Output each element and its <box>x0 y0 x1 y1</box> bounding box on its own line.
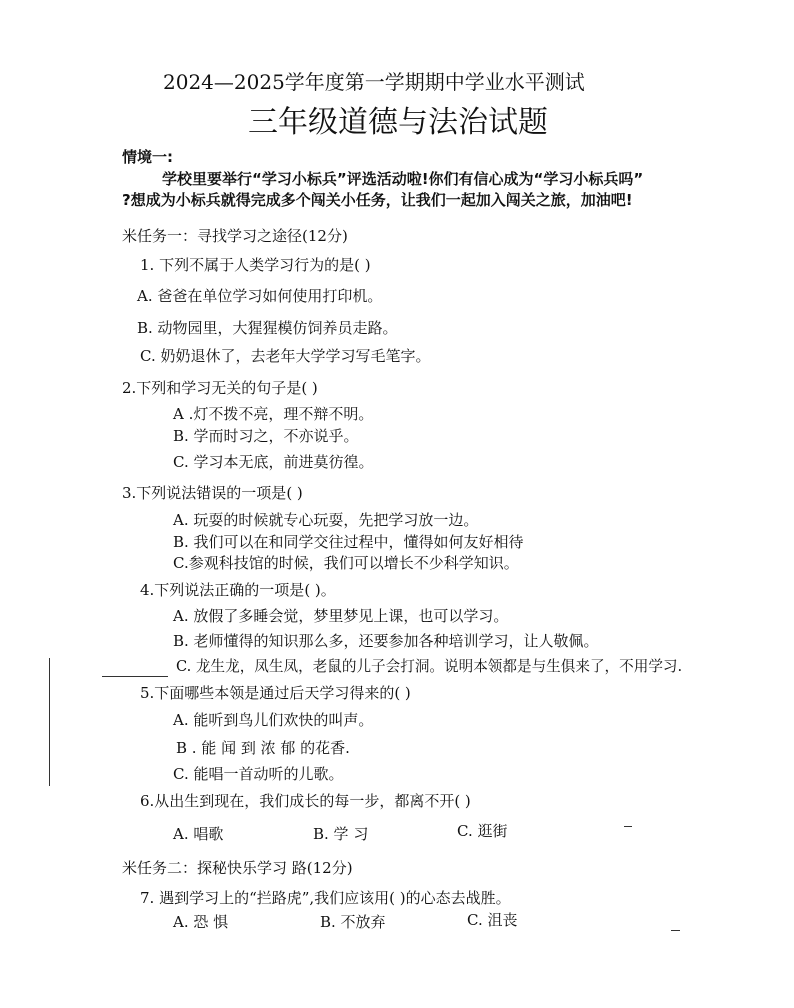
q5-option-b: B . 能 闻 到 浓 郁 的花香. <box>176 739 350 757</box>
q3-option-b: B. 我们可以在和同学交往过程中，懂得如何友好相待 <box>173 533 524 551</box>
q2-option-c: C. 学习本无底，前进莫彷徨。 <box>173 453 374 471</box>
binding-margin-tick <box>102 676 168 677</box>
q1-option-b: B. 动物园里，大猩猩模仿饲养员走路。 <box>137 319 398 337</box>
exam-subtitle: 2024—2025学年度第一学期期中学业水平测试 <box>163 70 585 94</box>
exam-title: 三年级道德与法治试题 <box>248 105 548 140</box>
binding-margin-line <box>49 658 50 786</box>
q5-option-a: A. 能听到鸟儿们欢快的叫声。 <box>173 711 374 729</box>
q5-stem: 5.下面哪些本领是通过后天学习得来的( ) <box>140 684 411 702</box>
q4-option-c: C. 龙生龙，凤生凤，老鼠的儿子会打洞。说明本领都是与生俱来了，不用学习. <box>176 658 683 675</box>
q6-option-b: B. 学 习 <box>313 825 369 843</box>
q2-option-a: A .灯不拨不亮，理不辩不明。 <box>173 405 374 423</box>
scenario-label: 情境一: <box>122 148 173 166</box>
q7-option-c: C. 沮丧 <box>467 911 518 929</box>
q4-stem: 4.下列说法正确的一项是( )。 <box>140 581 336 599</box>
scenario-line-2: ?想成为小标兵就得完成多个闯关小任务，让我们一起加入闯关之旅，加油吧! <box>122 191 633 209</box>
q3-stem: 3.下列说法错误的一项是( ) <box>122 484 303 502</box>
q4-option-a: A. 放假了多睡会觉，梦里梦见上课，也可以学习。 <box>173 607 509 625</box>
q2-stem: 2.下列和学习无关的句子是( ) <box>122 379 318 397</box>
q1-option-a: A. 爸爸在单位学习如何使用打印机。 <box>137 287 383 305</box>
q7-option-b: B. 不放弃 <box>320 913 386 931</box>
q2-option-b: B. 学而时习之，不亦说乎。 <box>173 427 359 445</box>
q5-option-c: C. 能唱一首动听的儿歌。 <box>173 765 344 783</box>
q7-stem: 7. 遇到学习上的“拦路虎”,我们应该用( )的心态去战胜。 <box>140 889 511 907</box>
q1-option-c: C. 奶奶退休了，去老年大学学习写毛笔字。 <box>140 347 431 365</box>
q3-option-c: C.参观科技馆的时候，我们可以增长不少科学知识。 <box>173 554 519 572</box>
q6-stem: 6.从出生到现在，我们成长的每一步，都离不开( ) <box>140 792 471 810</box>
stray-mark <box>671 930 680 931</box>
stray-mark <box>624 826 632 827</box>
task1-heading: 米任务一：寻找学习之途径(12分) <box>122 227 348 245</box>
q6-option-c: C. 逛街 <box>457 822 508 840</box>
q4-option-b: B. 老师懂得的知识那么多，还要参加各种培训学习，让人敬佩。 <box>173 632 599 650</box>
task2-heading: 米任务二：探秘快乐学习 路(12分) <box>122 859 353 877</box>
q3-option-a: A. 玩耍的时候就专心玩耍，先把学习放一边。 <box>173 511 479 529</box>
q6-option-a: A. 唱歌 <box>173 825 224 843</box>
q7-option-a: A. 恐 惧 <box>173 913 229 931</box>
q1-stem: 1. 下列不属于人类学习行为的是( ) <box>140 256 371 274</box>
scenario-line-1: 学校里要举行“学习小标兵”评选活动啦!你们有信心成为“学习小标兵吗” <box>162 170 644 188</box>
